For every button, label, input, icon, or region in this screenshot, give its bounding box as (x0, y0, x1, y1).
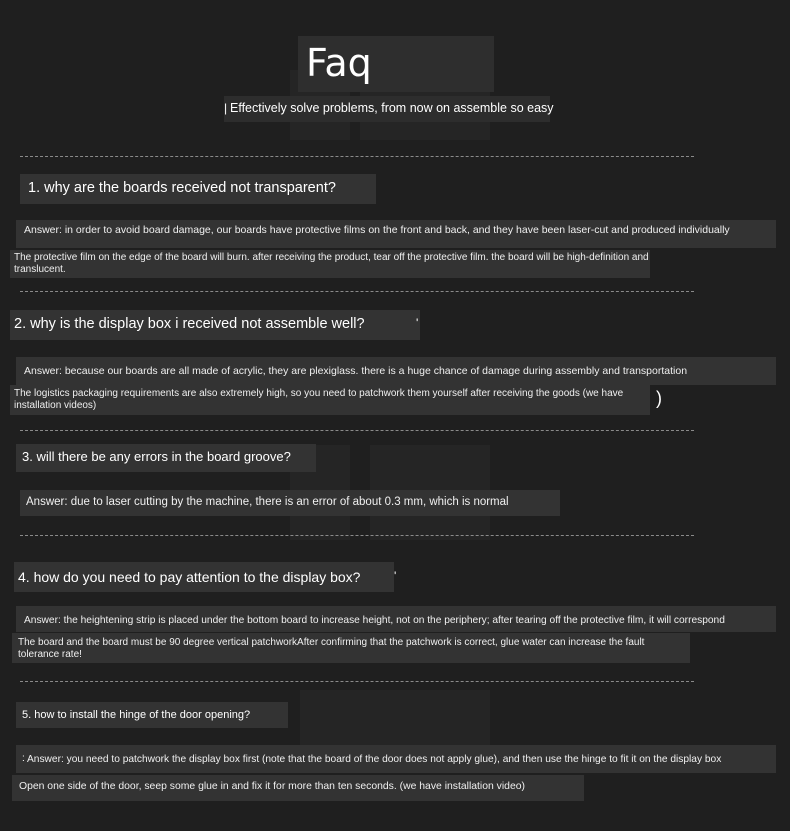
divider (20, 156, 694, 157)
page-subtitle: Effectively solve problems, from now on assemble so easy (230, 101, 554, 115)
page-title: Faq (306, 41, 372, 85)
faq-answer-4-line-2: The board and the board must be 90 degree vertical patchworkAfter confirming that the patchwork is correct, glue water can increase the fault tolerance rate! (18, 637, 645, 660)
text-cursor-mark: | (224, 101, 228, 115)
faq-answer-1-line-2: The protective film on the edge of the board will burn. after receiving the product, tear off the protective film. the board will be high-definition and translucent. (14, 252, 649, 275)
faq-answer-2-line-2: The logistics packaging requirements are also extremely high, so you need to patchwork them yourself after receiving the goods (we have installation videos) (14, 388, 624, 411)
text-cursor-mark: ' (416, 316, 419, 330)
faq-question-5: 5. how to install the hinge of the door opening? (22, 709, 251, 721)
faq-question-2: 2. why is the display box i received not assemble well? (14, 316, 365, 332)
faq-answer-4-line-1: Answer: the heightening strip is placed under the bottom board to increase height, not on the periphery; after tearing off the protective film, it will correspond (24, 615, 725, 626)
faq-answer-2-line-1: Answer: because our boards are all made of acrylic, they are plexiglass. there is a huge chance of damage during assembly and transportation (24, 365, 688, 377)
faq-answer-5-line-1: Answer: you need to patchwork the display box first (note that the board of the door does not apply glue), and then use the hinge to fit it on the display box (27, 754, 722, 765)
faq-question-1: 1. why are the boards received not transparent? (28, 180, 336, 196)
divider (20, 430, 694, 431)
divider (20, 681, 694, 682)
faq-question-4: 4. how do you need to pay attention to the display box? (18, 569, 361, 585)
faq-answer-3-line-1: Answer: due to laser cutting by the machine, there is an error of about 0.3 mm, which is normal (26, 496, 509, 508)
faq-answer-5-line-2: Open one side of the door, seep some glue in and fix it for more than ten seconds. (we have installation video) (19, 781, 525, 792)
divider (20, 535, 694, 536)
divider (20, 291, 694, 292)
text-fragment-mark: ) (656, 388, 662, 408)
faq-answer-1-line-1: Answer: in order to avoid board damage, our boards have protective films on the front and back, and they have been laser-cut and produced individually (24, 224, 730, 236)
text-cursor-mark: : (22, 753, 25, 764)
faq-question-3: 3. will there be any errors in the board groove? (22, 449, 291, 464)
text-cursor-mark: ' (394, 569, 397, 583)
